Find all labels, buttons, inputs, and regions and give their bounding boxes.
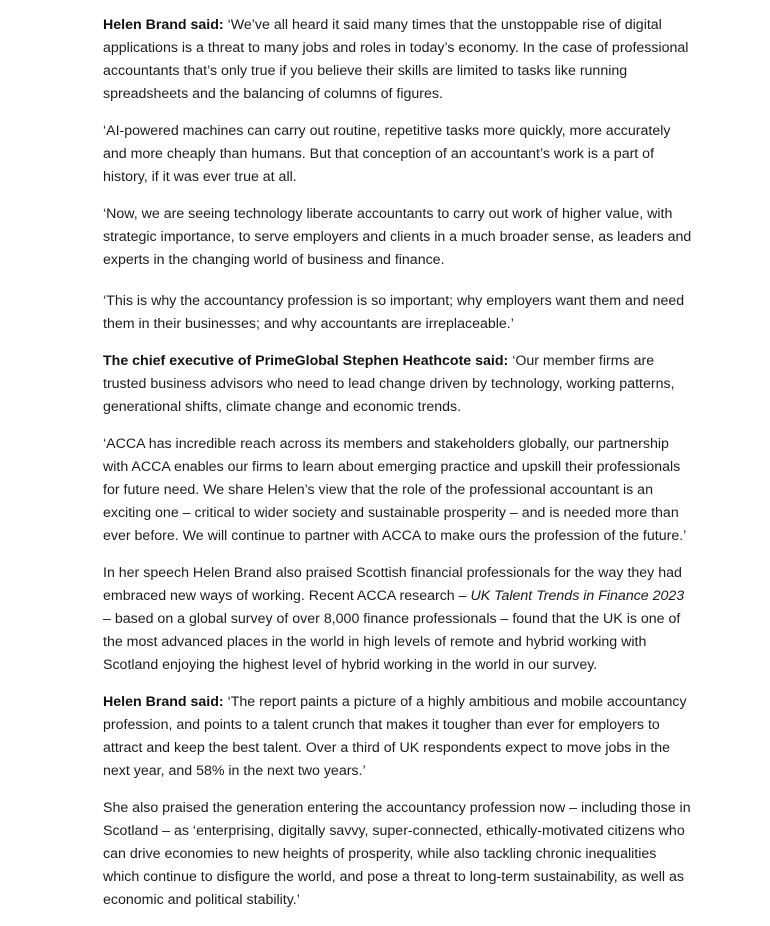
paragraph-text: In her speech Helen Brand also praised Scottish financial professionals for the way they had embraced new ways of working. Recent ACCA research – (103, 565, 682, 604)
report-title: UK Talent Trends in Finance 2023 (470, 588, 685, 604)
speaker-label: The chief executive of PrimeGlobal Stephen Heathcote said: (103, 353, 509, 369)
paragraph-scottish-professionals (103, 562, 693, 677)
paragraph-technology-liberate: ‘Now, we are seeing technology liberate accountants to carry out work of higher value, with strategic importance, to serve employers and clients in a much broader sense, as leaders and experts in the changing world of business and finance. (103, 206, 692, 268)
paragraph-profession-important: ‘This is why the accountancy profession is so important; why employers want them and need them in their businesses; and why accountants are irreplaceable.’ (103, 293, 685, 332)
paragraph-heathcote-quote (103, 350, 693, 419)
paragraph-next-generation: She also praised the generation entering the accountancy profession now – including those in Scotland – as ‘enterprising, digitally savvy, super-connected, ethically-motivated citizens who can drive economies to new heights of prosperity, while also tackling chronic inequalities which continue to disfigure the world, and pose a threat to long-term sustainability, as well as economic and political stability.’ (103, 800, 691, 908)
speaker-label: Helen Brand said: (103, 17, 224, 33)
paragraph-ai-machines: ‘AI-powered machines can carry out routine, repetitive tasks more quickly, more accurately and more cheaply than humans. But that conception of an accountant’s work is a part of history, if it was ever true at all. (103, 123, 671, 185)
paragraph-text: – based on a global survey of over 8,000 finance professionals – found that the UK is one of the most advanced places in the world in high levels of remote and hybrid working with Scotland enjoying the highest level of hybrid working in the world in our survey. (103, 611, 681, 673)
paragraph-helen-brand-quote-2 (103, 691, 693, 783)
speaker-label: Helen Brand said: (103, 694, 224, 710)
paragraph-helen-brand-quote-1 (103, 14, 693, 106)
paragraph-acca-reach: ‘ACCA has incredible reach across its members and stakeholders globally, our partnership with ACCA enables our firms to learn about emerging practice and upskill their professionals for future need. We share Helen’s view that the role of the professional accountant is an exciting one – critical to wider society and sustainable prosperity – and is needed more than ever before. We will continue to partner with ACCA to make ours the profession of the future.’ (103, 436, 687, 544)
article-body (103, 14, 693, 926)
paragraph-text: ‘The report paints a picture of a highly ambitious and mobile accountancy profession, and points to a talent crunch that makes it tougher than ever for employers to attract and keep the best talent. Over a third of UK respondents expect to move jobs in the next year, and 58% in the next two years.’ (103, 694, 687, 779)
paragraph-text: ‘Our member firms are trusted business advisors who need to lead change driven by technology, working patterns, generational shifts, climate change and economic trends. (103, 353, 675, 415)
paragraph-text: ‘We’ve all heard it said many times that the unstoppable rise of digital applications is a threat to many jobs and roles in today’s economy. In the case of professional accountants that’s only true if you believe their skills are limited to tasks like running spreadsheets and the balancing of columns of figures. (103, 17, 689, 102)
